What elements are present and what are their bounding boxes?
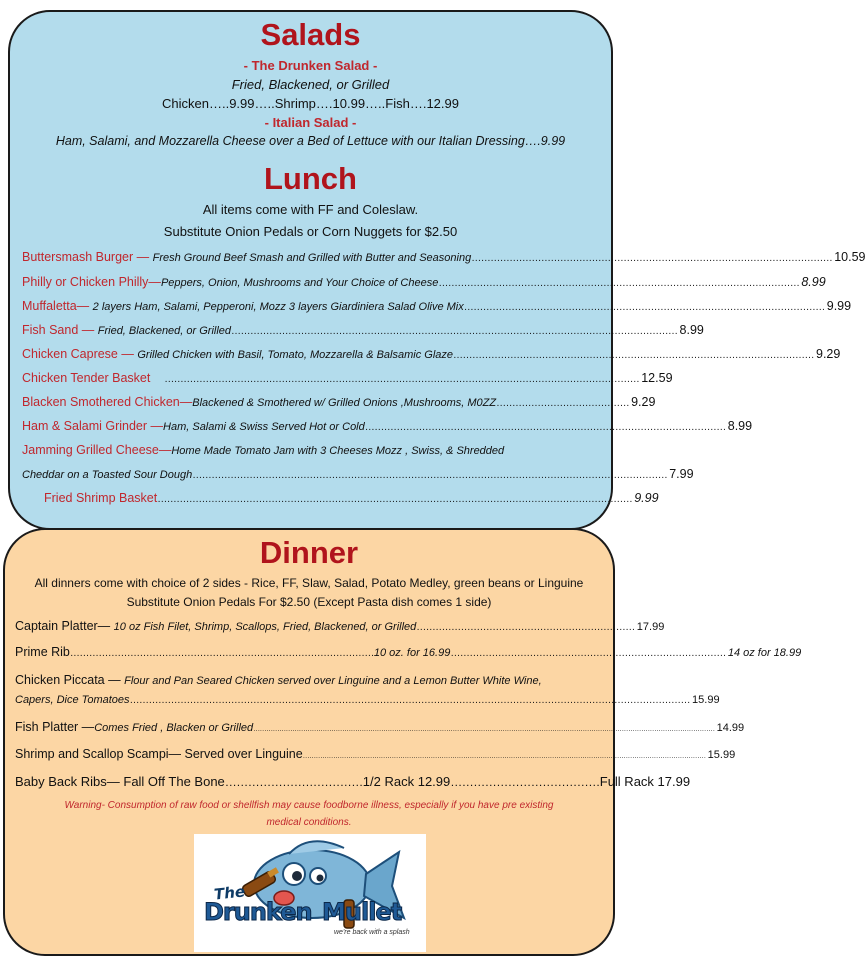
drunken-mullet-logo: [194, 834, 426, 952]
lunch-item: Chicken Caprese — Grilled Chicken with Basil, Tomato, Mozzarella & Balsamic Glaze …………………………………………………………………………………………………… 9.29: [22, 347, 841, 361]
salads-section: [8, 18, 613, 151]
drunken-salad-style: Fried, Blackened, or Grilled: [231, 77, 390, 92]
logo-tagline: we're back with a splash: [334, 929, 410, 936]
lunch-item-continued: Cheddar on a Toasted Sour Dough …………………………………………………………………………………………………………………………………… 7.99: [22, 467, 694, 481]
dinner-item-fish-platter: Fish Platter — Comes Fried , Blacken or Grilled …………………………………………………………………………………………………………………………………………………………………………………………… 14.99: [15, 720, 745, 734]
italian-salad-desc: Ham, Salami, and Mozzarella Cheese over a Bed of Lettuce with our Italian Dressing….9.99: [55, 134, 566, 148]
food-warning: Warning- Consumption of raw food or shellfish may cause foodborne illness, especially if you have pre existing medical conditions.: [64, 800, 554, 828]
italian-salad-name: - Italian Salad -: [264, 115, 357, 130]
lunch-note-1: All items come with FF and Coleslaw.: [202, 202, 419, 217]
dinner-item-piccata-continued: Capers, Dice Tomatoes …………………………………………………………………………………………………………………………………………………………… 15.99: [15, 694, 720, 706]
lunch-note-2: Substitute Onion Pedals or Corn Nuggets for $2.50: [163, 224, 458, 239]
lunch-item: Jamming Grilled Cheese— Home Made Tomato Jam with 3 Cheeses Mozz , Swiss, & Shredded: [22, 443, 505, 457]
dinner-header: [3, 536, 615, 612]
lunch-item: Muffaletta— 2 layers Ham, Salami, Pepperoni, Mozz 3 layers Giardiniera Salad Olive Mix …………………………………………………………………………………………………… 9.99: [22, 299, 852, 313]
dinner-item-captain: Captain Platter— 10 oz Fish Filet, Shrimp, Scallops, Fried, Blackened, or Grilled …………………………………………………………… 17.99: [15, 619, 665, 633]
dinner-item-piccata: Chicken Piccata — Flour and Pan Seared Chicken served over Linguine and a Lemon Butter White Wine,: [15, 673, 542, 687]
lunch-title: Lunch: [264, 161, 357, 196]
lunch-item: Fried Shrimp Basket …………………………………………………………………………………………………………………………………… 9.99: [44, 491, 659, 505]
dinner-item-scampi: Shrimp and Scallop Scampi— Served over Linguine …………………………………………………………………………………………………………………………………………………………………… 15.99: [15, 747, 736, 761]
dinner-note-2: Substitute Onion Pedals For $2.50 (Except Pasta dish comes 1 side): [126, 595, 492, 609]
drunken-salad-name: - The Drunken Salad -: [243, 58, 378, 73]
lunch-item: Ham & Salami Grinder — Ham, Salami & Swiss Served Hot or Cold …………………………………………………………………………………………………… 8.99: [22, 419, 753, 433]
dinner-title: Dinner: [259, 535, 359, 570]
dinner-item-ribs: Baby Back Ribs— Fall Off The Bone ……………………………… 1/2 Rack 12.99 ………………………………… Full Rack 17.99: [15, 774, 691, 789]
dinner-item-prime-rib: Prime Rib …………………………………………………………………………………… 10 oz. for 16.99 …………………………………………………………………………… 14 oz for 18.99: [15, 645, 802, 659]
logo-text-the: The: [213, 882, 246, 904]
lunch-item: Fish Sand — Fried, Blackened, or Grilled …………………………………………………………………………………………………………………………… 8.99: [22, 323, 704, 337]
lunch-header: [8, 162, 613, 241]
lunch-item: Philly or Chicken Philly— Peppers, Onion, Mushrooms and Your Choice of Cheese …………………………………………………………………………………………………… 8.99: [22, 275, 826, 289]
dinner-note-1: All dinners come with choice of 2 sides - Rice, FF, Slaw, Salad, Potato Medley, green beans or Linguine: [34, 576, 584, 590]
lunch-item: Chicken Tender Basket …………………………………………………………………………………………………………………………………… 12.59: [22, 371, 673, 385]
lunch-item: Blacken Smothered Chicken— Blackened & Smothered w/ Grilled Onions ,Mushrooms, M0ZZ …………………………………… 9.29: [22, 395, 656, 409]
drunken-salad-prices: Chicken…..9.99…..Shrimp….10.99…..Fish….12.99: [162, 96, 459, 111]
salads-title: Salads: [260, 17, 361, 52]
logo-text-mullet: Mullet: [322, 898, 402, 926]
logo-text-drunken: Drunken: [204, 898, 312, 926]
lunch-item: Buttersmash Burger — Fresh Ground Beef Smash and Grilled with Butter and Seasoning …………………………………………………………………………………………………… 10.59: [22, 250, 865, 264]
